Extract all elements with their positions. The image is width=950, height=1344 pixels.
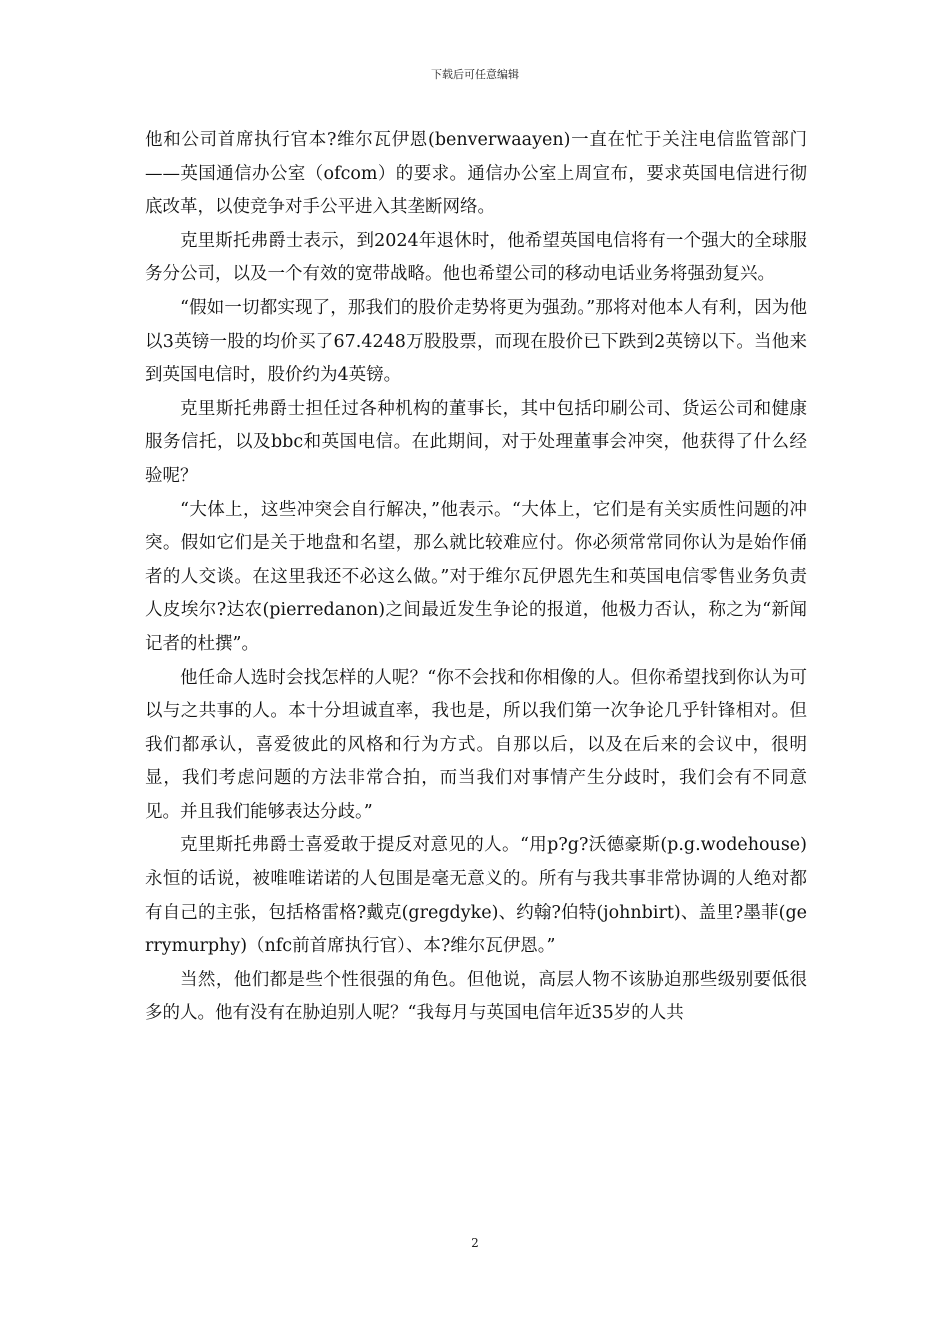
- paragraph-3: “假如一切都实现了，那我们的股价走势将更为强劲。”那将对他本人有利，因为他以3英镑一股的均价买了67.4248万股股票，而现在股价已下跌到2英镑以下。当他来到英国电信时，股价约为4英镑。: [145, 297, 807, 386]
- paragraph-6: 他任命人选时会找怎样的人呢？“你不会找和你相像的人。但你希望找到你认为可以与之共事的人。本十分坦诚直率，我也是，所以我们第一次争论几乎针锋相对。但我们都承认，喜爱彼此的风格和行为方式。自那以后，以及在后来的会议中，很明显，我们考虑问题的方法非常合拍，而当我们对事情产生分歧时，我们会有不同意见。并且我们能够表达分歧。”: [145, 667, 807, 822]
- paragraph-1: 他和公司首席执行官本?维尔瓦伊恩(benverwaayen)一直在忙于关注电信监管部门——英国通信办公室（ofcom）的要求。通信办公室上周宣布，要求英国电信进行彻底改革，以使竞争对手公平进入其垄断网络。: [145, 130, 807, 218]
- paragraph-4: 克里斯托弗爵士担任过各种机构的董事长，其中包括印刷公司、货运公司和健康服务信托，以及bbc和英国电信。在此期间，对于处理董事会冲突，他获得了什么经验呢？: [145, 398, 807, 486]
- paragraph-8: 当然，他们都是些个性很强的角色。但他说，高层人物不该胁迫那些级别要低很多的人。他有没有在胁迫别人呢？“我每月与英国电信年近35岁的人共: [145, 969, 807, 1024]
- page-header: 下载后可任意编辑: [431, 68, 519, 81]
- page-number: 2: [471, 1236, 479, 1250]
- paragraph-5: “大体上，这些冲突会自行解决，”他表示。“大体上，它们是有关实质性问题的冲突。假如它们是关于地盘和名望，那么就比较难应付。你必须常常同你认为是始作俑者的人交谈。在这里我还不必这么做。”对于维尔瓦伊恩先生和英国电信零售业务负责人皮埃尔?达农(pierredanon)之间最近发生争论的报道，他极力否认，称之为“新闻记者的杜撰”。: [145, 499, 807, 654]
- paragraph-2: 克里斯托弗爵士表示，到2024年退休时，他希望英国电信将有一个强大的全球服务分公司，以及一个有效的宽带战略。他也希望公司的移动电话业务将强劲复兴。: [145, 230, 807, 285]
- document-body: [145, 124, 807, 1031]
- paragraph-7: 克里斯托弗爵士喜爱敢于提反对意见的人。“用p?g?沃德豪斯(p.g.wodehouse)永恒的话说，被唯唯诺诺的人包围是毫无意义的。所有与我共事非常协调的人绝对都有自己的主张，包括格雷格?戴克(gregdyke)、约翰?伯特(johnbirt)、盖里?墨菲(gerrymurphy)（nfc前首席执行官）、本?维尔瓦伊恩。”: [145, 835, 807, 957]
